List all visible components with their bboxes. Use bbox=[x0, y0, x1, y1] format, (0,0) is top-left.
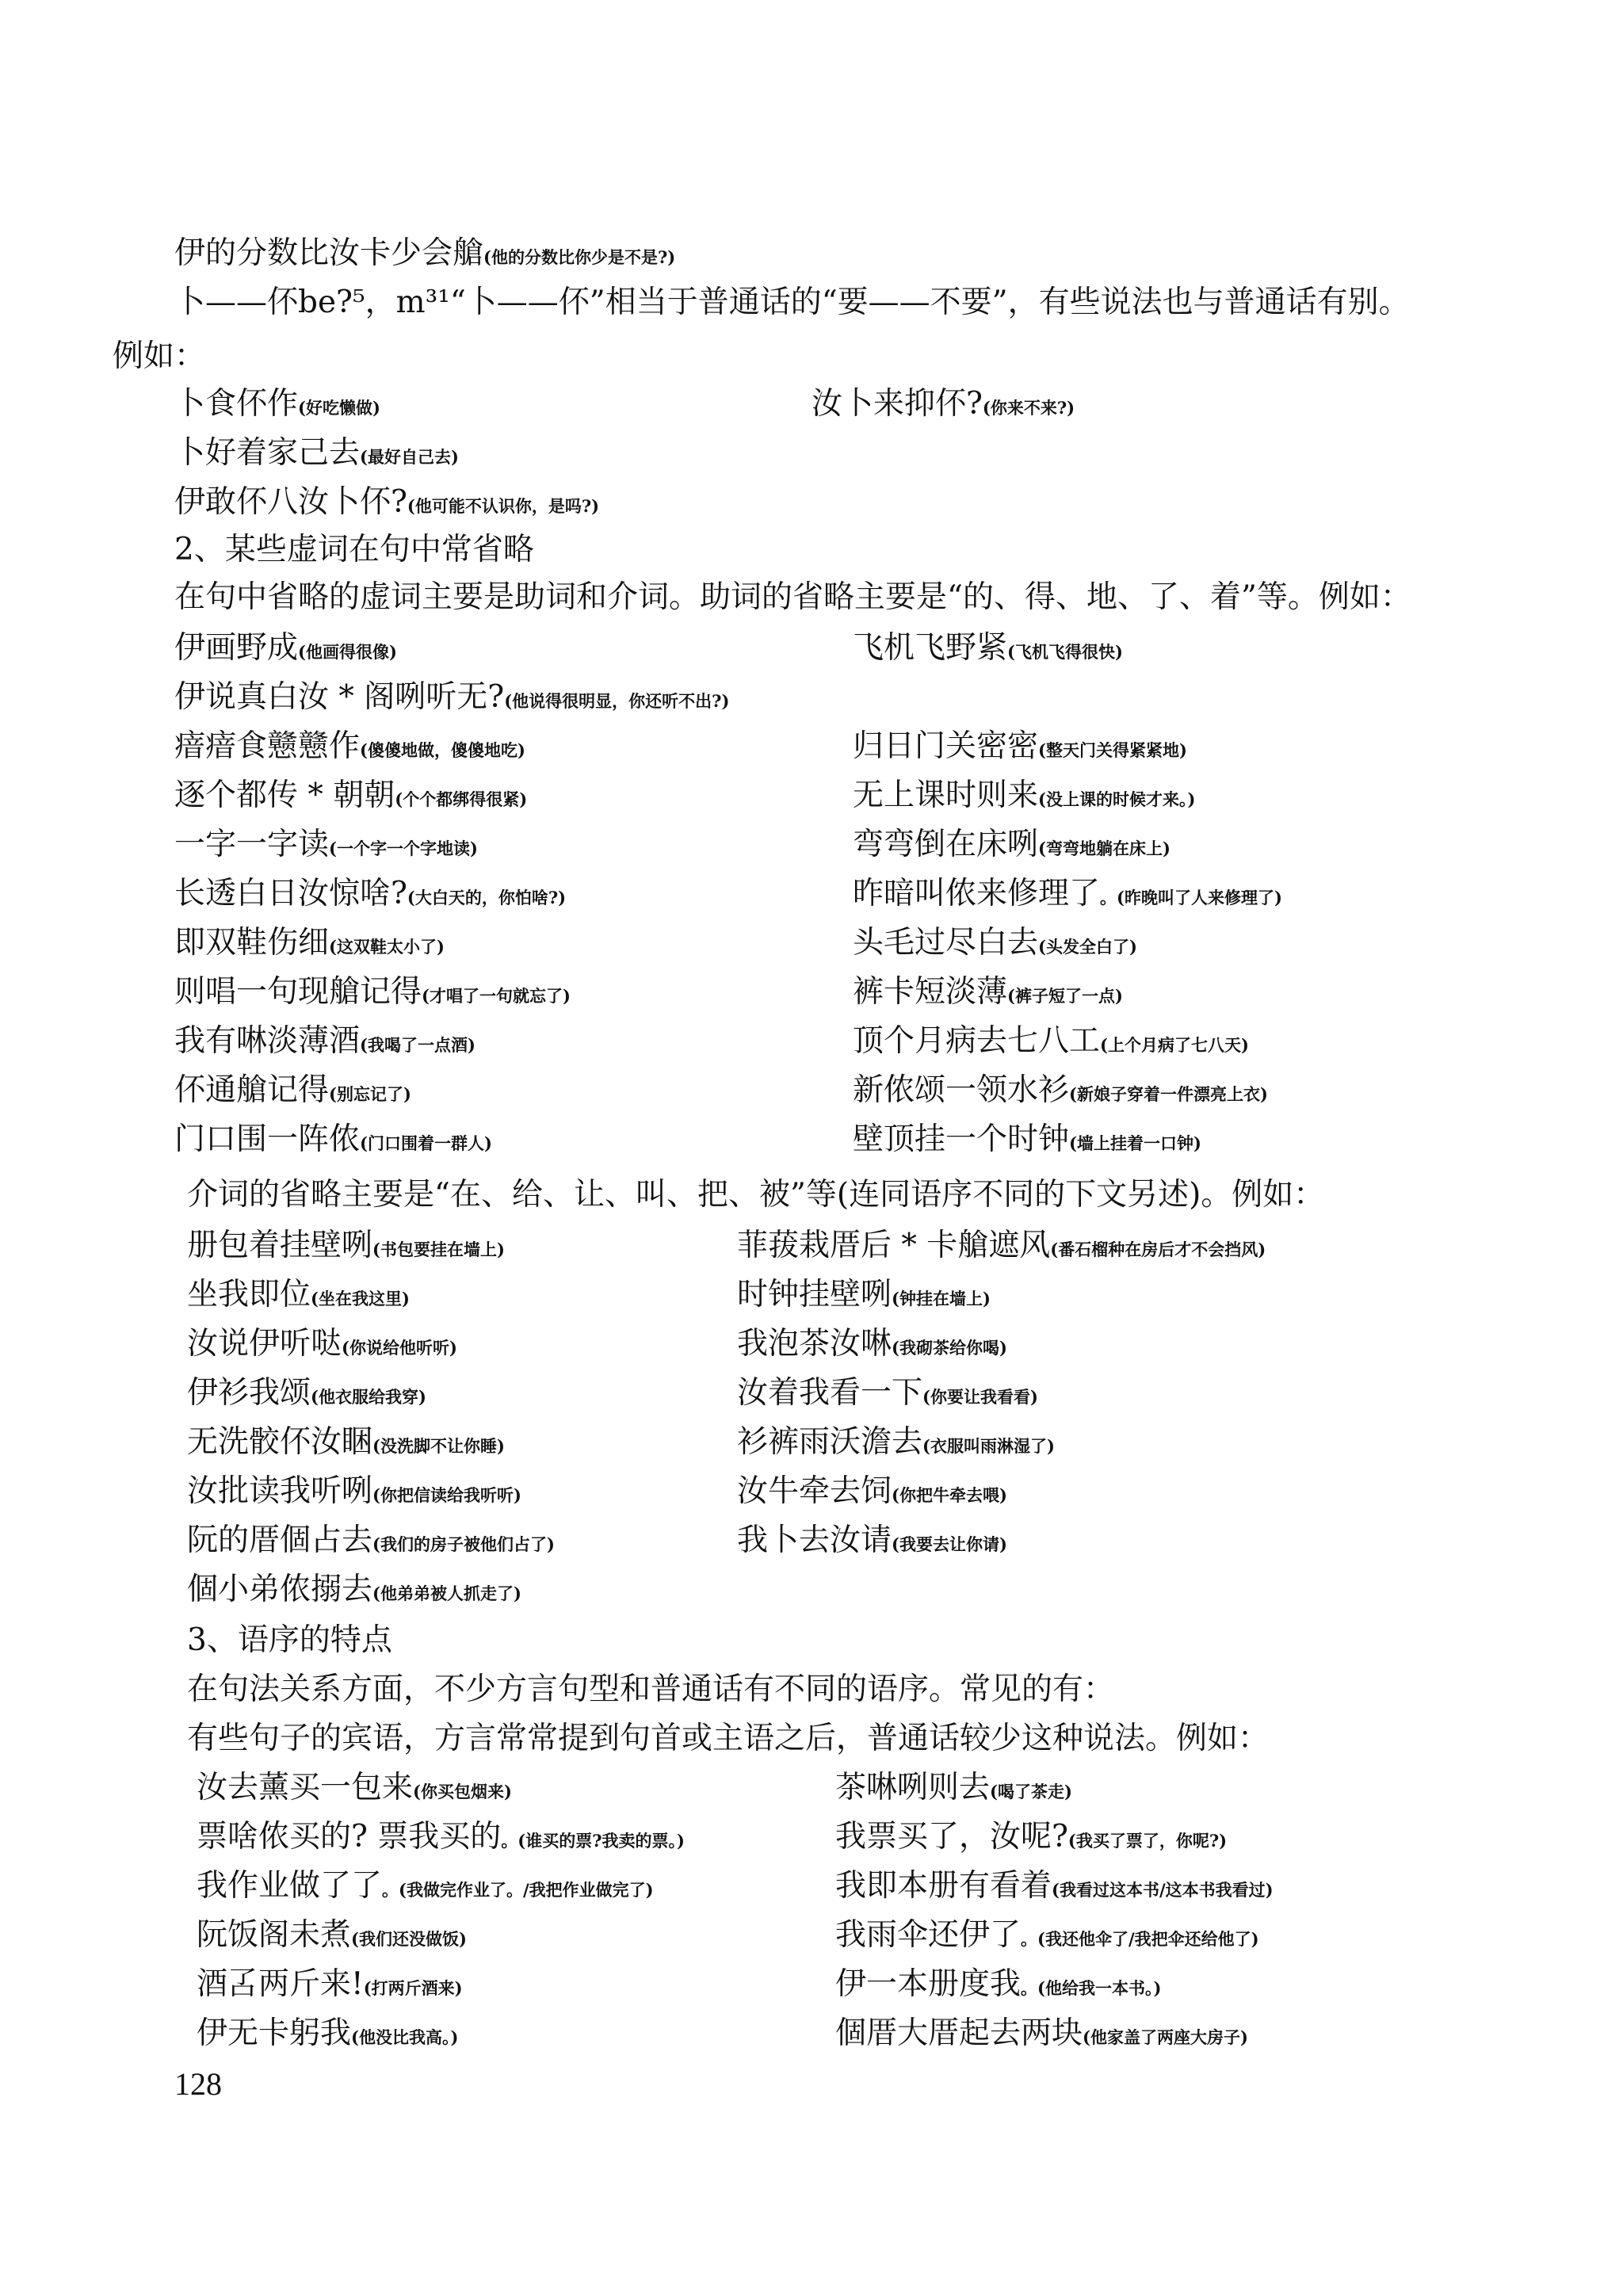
example-line bbox=[187, 1279, 410, 1310]
example-gloss: (大白天的，你怕啥?) bbox=[407, 888, 567, 907]
intro-line: 例如： bbox=[113, 338, 206, 374]
example-line bbox=[187, 1326, 457, 1362]
example-gloss: (整天门关得紧紧地) bbox=[1038, 740, 1187, 760]
example-line bbox=[174, 974, 571, 1010]
example-dialect: 我即本册有看着 bbox=[835, 1868, 1052, 1904]
example-dialect: 汝批读我听咧 bbox=[187, 1473, 373, 1509]
example-line bbox=[174, 484, 600, 520]
example-gloss: (你把牛牵去喂) bbox=[892, 1485, 1007, 1505]
example-line bbox=[853, 1023, 1249, 1059]
example-dialect: 飞机飞野紧 bbox=[853, 630, 1008, 666]
example-gloss: (他说得很明显，你还听不出?) bbox=[504, 691, 730, 711]
example-dialect: 我票买了，汝呢? bbox=[835, 1819, 1068, 1855]
example-gloss: (衣服叫雨淋湿了) bbox=[922, 1436, 1055, 1456]
example-dialect: 伓通艙记得 bbox=[174, 1072, 330, 1108]
example-gloss: (你买包烟来) bbox=[413, 1782, 512, 1801]
example-dialect: 阮饭阁未煮 bbox=[197, 1917, 352, 1953]
example-dialect: 伊画野成 bbox=[174, 630, 299, 666]
example-gloss: (坐在我这里) bbox=[311, 1289, 410, 1308]
example-gloss: (他的分数比你少是不是?) bbox=[483, 247, 676, 267]
example-gloss: 。(他给我一本书。) bbox=[1021, 1978, 1162, 1998]
example-dialect: 裤卡短淡薄 bbox=[853, 974, 1008, 1010]
example-gloss: (打两斤酒来) bbox=[363, 1978, 463, 1998]
example-gloss: (才唱了一句就忘了) bbox=[422, 986, 571, 1006]
example-dialect: 阮的厝個占去 bbox=[187, 1522, 373, 1558]
example-gloss: (他衣服给我穿) bbox=[311, 1387, 426, 1407]
example-gloss: (裤子短了一点) bbox=[1007, 986, 1123, 1006]
paragraph: 有些句子的宾语，方言常常提到句首或主语之后，普通话较少这种说法。例如： bbox=[187, 1721, 1270, 1756]
example-gloss: (这双鞋太小了) bbox=[329, 937, 445, 957]
example-line bbox=[187, 1574, 521, 1605]
example-gloss: (没洗脚不让你睡) bbox=[372, 1436, 505, 1456]
example-line bbox=[174, 728, 525, 764]
example-gloss: (最好自己去) bbox=[360, 447, 459, 467]
example-line bbox=[197, 2015, 459, 2051]
example-dialect: 我泡茶汝啉 bbox=[737, 1326, 892, 1362]
example-gloss: (飞机飞得很快) bbox=[1007, 642, 1123, 662]
example-gloss: (他没比我高。) bbox=[351, 2027, 459, 2047]
example-line bbox=[174, 925, 445, 961]
example-dialect: 坐我即位 bbox=[187, 1277, 311, 1312]
example-line bbox=[197, 1966, 463, 2002]
example-gloss: (钟挂在墙上) bbox=[892, 1289, 991, 1308]
example-dialect: 汝去薰买一包来 bbox=[197, 1770, 414, 1805]
example-gloss: (一个字一个字地读) bbox=[329, 839, 478, 858]
example-gloss: (新娘子穿着一件漂亮上衣) bbox=[1069, 1084, 1268, 1104]
example-line bbox=[853, 829, 1170, 860]
example-line bbox=[174, 878, 566, 909]
example-dialect: 我有啉淡薄酒 bbox=[174, 1023, 361, 1059]
example-line bbox=[174, 630, 397, 666]
example-gloss: (别忘记了) bbox=[329, 1084, 411, 1104]
example-gloss: (没上课的时候才来。) bbox=[1038, 789, 1196, 809]
example-gloss: (书包要挂在墙上) bbox=[372, 1240, 505, 1259]
example-gloss: (墙上挂着一口钟) bbox=[1069, 1133, 1201, 1153]
example-line bbox=[174, 679, 730, 715]
example-dialect: 汝说伊听哒 bbox=[187, 1326, 342, 1362]
example-line bbox=[174, 1023, 475, 1059]
example-gloss: 。(谁买的票?我卖的票。) bbox=[501, 1831, 685, 1851]
intro-line: 卜——伓be?⁵，m³¹“卜——伓”相当于普通话的“要——不要”，有些说法也与普通话有别。 bbox=[174, 285, 1410, 320]
example-line bbox=[737, 1326, 1007, 1362]
example-line bbox=[853, 925, 1137, 961]
example-gloss: 。(我还他伞了/我把伞还给他了) bbox=[1021, 1929, 1259, 1949]
example-line bbox=[853, 974, 1123, 1010]
example-dialect: 汝卜来抑伓? bbox=[812, 386, 983, 422]
example-gloss: (个个都绑得很紧) bbox=[395, 789, 528, 809]
example-gloss: (傻傻地做，傻傻地吃) bbox=[360, 740, 525, 760]
example-gloss: (我们还没做饭) bbox=[351, 1929, 467, 1949]
example-line bbox=[853, 1121, 1201, 1157]
example-line bbox=[174, 829, 478, 860]
example-gloss: (我看过这本书/这本书我看过) bbox=[1052, 1880, 1274, 1900]
example-line bbox=[835, 1819, 1228, 1855]
paragraph: 介词的省略主要是“在、给、让、叫、把、被”等(连同语序不同的下文另述)。例如： bbox=[187, 1177, 1325, 1213]
example-gloss: (弯弯地躺在床上) bbox=[1038, 839, 1170, 858]
example-dialect: 個小弟侬搦去 bbox=[187, 1572, 373, 1607]
example-dialect: 顶个月病去七八工 bbox=[853, 1023, 1101, 1059]
example-dialect: 我雨伞还伊了 bbox=[835, 1917, 1022, 1953]
example-line bbox=[853, 1072, 1268, 1108]
example-line bbox=[174, 1072, 411, 1108]
example-gloss: (喝了茶走) bbox=[990, 1782, 1072, 1801]
example-line bbox=[853, 777, 1196, 813]
example-line bbox=[174, 386, 380, 422]
example-line bbox=[187, 1473, 521, 1509]
example-line bbox=[737, 1279, 991, 1310]
example-dialect: 归日门关密密 bbox=[853, 728, 1039, 764]
example-gloss: (他画得很像) bbox=[298, 642, 397, 662]
example-line bbox=[835, 2015, 1248, 2051]
example-dialect: 册包着挂壁咧 bbox=[187, 1228, 373, 1263]
example-dialect: 逐个都传 * 朝朝 bbox=[174, 777, 395, 813]
example-line bbox=[737, 1230, 1266, 1261]
example-line bbox=[187, 1230, 505, 1261]
example-gloss: (头发全白了) bbox=[1038, 937, 1137, 957]
example-dialect: 时钟挂壁咧 bbox=[737, 1277, 892, 1312]
example-gloss: (你来不来?) bbox=[982, 398, 1075, 418]
example-gloss: (你把信读给我听听) bbox=[372, 1485, 521, 1505]
example-line bbox=[853, 878, 1282, 909]
example-dialect: 個厝大厝起去两块 bbox=[835, 2015, 1083, 2051]
section-heading: 2、某些虚词在句中常省略 bbox=[174, 532, 534, 567]
example-gloss: 。(我做完作业了。/我把作业做完了) bbox=[382, 1880, 654, 1900]
example-dialect: 弯弯倒在床咧 bbox=[853, 827, 1039, 862]
example-dialect: 伊无卡躬我 bbox=[197, 2015, 352, 2051]
example-gloss: (他家盖了两座大房子) bbox=[1083, 2027, 1248, 2047]
example-line bbox=[853, 728, 1187, 764]
example-line bbox=[187, 1522, 555, 1558]
example-dialect: 长透白日汝惊啥? bbox=[174, 876, 407, 911]
example-gloss: (门口围着一群人) bbox=[360, 1133, 492, 1153]
example-dialect: 汝牛牵去饲 bbox=[737, 1473, 892, 1509]
example-gloss: (我买了票了，你呢?) bbox=[1067, 1831, 1228, 1851]
example-dialect: 我作业做了了 bbox=[197, 1868, 383, 1904]
example-dialect: 卜食伓作 bbox=[174, 386, 299, 422]
page-number: 128 bbox=[174, 2066, 222, 2102]
example-line bbox=[835, 1917, 1259, 1953]
example-line bbox=[737, 1424, 1055, 1460]
example-gloss: (番石榴种在房后才不会挡风) bbox=[1050, 1240, 1266, 1259]
example-line bbox=[835, 1868, 1274, 1904]
example-line bbox=[835, 1772, 1072, 1803]
example-line bbox=[737, 1375, 1038, 1411]
paragraph: 在句法关系方面，不少方言句型和普通话有不同的语序。常见的有： bbox=[187, 1671, 1115, 1707]
example-dialect: 票啥侬买的? 票我买的 bbox=[197, 1819, 502, 1855]
example-gloss: (我砌茶给你喝) bbox=[892, 1338, 1007, 1358]
example-gloss: (他可能不认识你，是吗?) bbox=[407, 496, 600, 516]
example-dialect: 伊衫我颂 bbox=[187, 1375, 311, 1411]
example-dialect: 则唱一句现艙记得 bbox=[174, 974, 422, 1010]
example-dialect: 汝着我看一下 bbox=[737, 1375, 923, 1411]
example-dialect: 伊说真白汝 * 阁咧听无? bbox=[174, 679, 505, 715]
example-gloss: (上个月病了七八天) bbox=[1100, 1035, 1249, 1055]
section-heading: 3、语序的特点 bbox=[187, 1622, 392, 1658]
example-line bbox=[174, 435, 459, 471]
example-dialect: 新侬颂一领水衫 bbox=[853, 1072, 1070, 1108]
example-dialect: 无上课时则来 bbox=[853, 777, 1039, 813]
example-dialect: 卜好着家己去 bbox=[174, 435, 361, 471]
example-gloss: (我们的房子被他们占了) bbox=[372, 1534, 555, 1554]
example-dialect: 伊一本册度我 bbox=[835, 1966, 1022, 2002]
example-line bbox=[812, 386, 1075, 422]
example-line bbox=[197, 1772, 512, 1803]
example-gloss: (他弟弟被人抓走了) bbox=[372, 1584, 521, 1603]
example-line bbox=[853, 630, 1123, 666]
example-gloss: (你要让我看看) bbox=[922, 1387, 1038, 1407]
example-line bbox=[187, 1375, 426, 1411]
example-dialect: 即双鞋伤细 bbox=[174, 925, 330, 961]
example-line bbox=[197, 1819, 685, 1855]
example-dialect: 茶啉咧则去 bbox=[835, 1770, 991, 1805]
paragraph: 在句中省略的虚词主要是助词和介词。助词的省略主要是“的、得、地、了、着”等。例如： bbox=[174, 579, 1411, 615]
example-dialect: 一字一字读 bbox=[174, 827, 330, 862]
example-line bbox=[737, 1473, 1007, 1509]
intro-line bbox=[174, 235, 676, 271]
example-line bbox=[197, 1868, 654, 1904]
example-line bbox=[197, 1917, 467, 1953]
example-line bbox=[174, 1121, 492, 1157]
example-line bbox=[174, 777, 528, 813]
example-dialect: 瘖瘖食戆戆作 bbox=[174, 728, 361, 764]
example-gloss: (我喝了一点酒) bbox=[360, 1035, 475, 1055]
example-dialect: 昨暗叫侬来修理了 bbox=[853, 876, 1101, 911]
example-gloss: (我要去让你请) bbox=[892, 1534, 1007, 1554]
example-dialect: 门口围一阵侬 bbox=[174, 1121, 361, 1157]
example-line bbox=[737, 1522, 1007, 1558]
example-gloss: (你说给他听听) bbox=[342, 1338, 457, 1358]
example-dialect: 壁顶挂一个时钟 bbox=[853, 1121, 1070, 1157]
example-dialect: 酒叾两斤来! bbox=[197, 1966, 364, 2002]
example-gloss: (好吃懒做) bbox=[298, 398, 380, 418]
example-dialect: 头毛过尽白去 bbox=[853, 925, 1039, 961]
example-line bbox=[187, 1424, 505, 1460]
example-dialect: 菲菝栽厝后 * 卡艙遮风 bbox=[737, 1228, 1051, 1263]
example-dialect: 无洗骹伓汝睏 bbox=[187, 1424, 373, 1460]
example-gloss: 。(昨晚叫了人来修理了) bbox=[1100, 888, 1282, 907]
example-dialect: 伊的分数比汝卡少会艙 bbox=[174, 235, 484, 271]
example-dialect: 伊敢伓八汝卜伓? bbox=[174, 484, 407, 520]
example-line bbox=[835, 1966, 1162, 2002]
example-dialect: 我卜去汝请 bbox=[737, 1522, 892, 1558]
example-dialect: 衫裤雨沃澹去 bbox=[737, 1424, 923, 1460]
